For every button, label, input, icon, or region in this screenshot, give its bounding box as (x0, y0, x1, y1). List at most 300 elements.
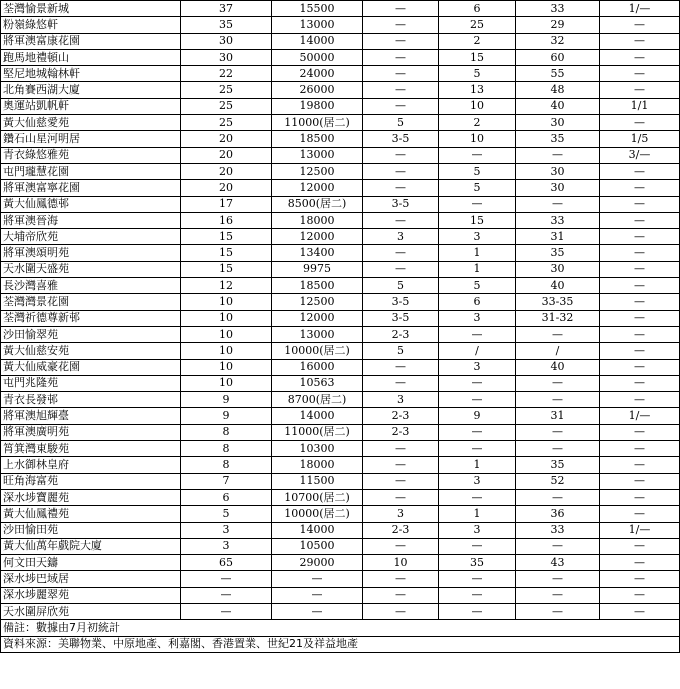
estate-name-cell: 將軍澳旭輝臺 (1, 408, 181, 424)
col-5-cell: 3 (439, 310, 516, 326)
col-7-cell: — (600, 212, 680, 228)
table-row (1, 408, 680, 424)
col-6-cell: 33 (516, 522, 600, 538)
col-6-cell: — (516, 196, 600, 212)
rent-cell: 13000 (272, 17, 363, 33)
col-2-cell: 37 (181, 1, 272, 17)
col-5-cell: 5 (439, 163, 516, 179)
rent-cell: 14000 (272, 522, 363, 538)
estate-name-cell: 堅尼地城翰林軒 (1, 66, 181, 82)
estate-name-cell: 黃大仙威豪花園 (1, 359, 181, 375)
col-5-cell: — (439, 603, 516, 619)
rent-cell: 11000(居二) (272, 115, 363, 131)
col-5-cell: / (439, 343, 516, 359)
table-row (1, 375, 680, 391)
estate-name-cell: 黃大仙慈安苑 (1, 343, 181, 359)
table-row (1, 66, 680, 82)
estate-name-cell: 黃大仙鳳禮苑 (1, 506, 181, 522)
col-5-cell: — (439, 538, 516, 554)
col-4-cell: 2-3 (363, 408, 439, 424)
col-7-cell: 1/1 (600, 98, 680, 114)
col-2-cell: 30 (181, 33, 272, 49)
estate-name-cell: 將軍澳頌明苑 (1, 245, 181, 261)
col-2-cell: 65 (181, 555, 272, 571)
estate-name-cell: 將軍澳廣明苑 (1, 424, 181, 440)
estate-name-cell: 北角賽西湖大廈 (1, 82, 181, 98)
col-4-cell: — (363, 147, 439, 163)
table-row (1, 571, 680, 587)
col-7-cell: — (600, 603, 680, 619)
col-5-cell: — (439, 424, 516, 440)
col-2-cell: 3 (181, 538, 272, 554)
col-7-cell: — (600, 261, 680, 277)
col-2-cell: 15 (181, 229, 272, 245)
rent-cell: 9975 (272, 261, 363, 277)
col-4-cell: 10 (363, 555, 439, 571)
col-6-cell: 30 (516, 180, 600, 196)
col-7-cell: — (600, 392, 680, 408)
estate-name-cell: 粉嶺綠悠軒 (1, 17, 181, 33)
col-6-cell: 40 (516, 98, 600, 114)
col-5-cell: — (439, 326, 516, 342)
col-5-cell: — (439, 441, 516, 457)
table-row (1, 163, 680, 179)
col-6-cell: — (516, 587, 600, 603)
rent-cell: 8500(居二) (272, 196, 363, 212)
col-4-cell: 3-5 (363, 310, 439, 326)
col-5-cell: — (439, 587, 516, 603)
estate-name-cell: 跑馬地禮頓山 (1, 49, 181, 65)
table-row (1, 131, 680, 147)
note-text: 備註：數據由7月初統計 (1, 620, 680, 636)
table-row (1, 392, 680, 408)
estate-name-cell: 深水埗寶麗苑 (1, 489, 181, 505)
col-6-cell: 30 (516, 115, 600, 131)
rent-cell: 24000 (272, 66, 363, 82)
estate-name-cell: 大埔帝欣苑 (1, 229, 181, 245)
col-7-cell: — (600, 506, 680, 522)
estate-name-cell: 鑽石山星河明居 (1, 131, 181, 147)
col-4-cell: — (363, 245, 439, 261)
col-5-cell: 15 (439, 49, 516, 65)
estate-name-cell: 天水圍天盛苑 (1, 261, 181, 277)
col-2-cell: 10 (181, 375, 272, 391)
col-6-cell: 31 (516, 229, 600, 245)
col-6-cell: 48 (516, 82, 600, 98)
estate-name-cell: 沙田愉田苑 (1, 522, 181, 538)
table-row (1, 587, 680, 603)
rent-cell: 19800 (272, 98, 363, 114)
rent-cell: 16000 (272, 359, 363, 375)
col-4-cell: — (363, 49, 439, 65)
col-7-cell: — (600, 196, 680, 212)
rent-cell: 14000 (272, 33, 363, 49)
table-row (1, 424, 680, 440)
rent-cell: 8700(居二) (272, 392, 363, 408)
table-row (1, 538, 680, 554)
rent-cell: 10000(居二) (272, 506, 363, 522)
estate-name-cell: 沙田愉翠苑 (1, 326, 181, 342)
col-6-cell: 55 (516, 66, 600, 82)
col-5-cell: — (439, 489, 516, 505)
col-4-cell: — (363, 603, 439, 619)
rent-cell: 50000 (272, 49, 363, 65)
estate-name-cell: 將軍澳富寧花園 (1, 180, 181, 196)
rent-cell: 10000(居二) (272, 343, 363, 359)
table-row (1, 343, 680, 359)
col-2-cell: — (181, 587, 272, 603)
col-2-cell: — (181, 603, 272, 619)
col-6-cell: — (516, 326, 600, 342)
rent-cell: 13400 (272, 245, 363, 261)
col-4-cell: 3 (363, 229, 439, 245)
col-4-cell: — (363, 489, 439, 505)
col-4-cell: 2-3 (363, 522, 439, 538)
col-4-cell: — (363, 457, 439, 473)
col-6-cell: 33-35 (516, 294, 600, 310)
table-row (1, 261, 680, 277)
rent-cell: 18500 (272, 278, 363, 294)
col-6-cell: 31 (516, 408, 600, 424)
estate-name-cell: 青衣長發邨 (1, 392, 181, 408)
table-row (1, 115, 680, 131)
rent-cell: 13000 (272, 147, 363, 163)
col-4-cell: 5 (363, 343, 439, 359)
col-5-cell: 1 (439, 506, 516, 522)
col-6-cell: — (516, 392, 600, 408)
estate-name-cell: 長沙灣喜雅 (1, 278, 181, 294)
col-6-cell: 60 (516, 49, 600, 65)
col-6-cell: — (516, 375, 600, 391)
col-2-cell: 10 (181, 343, 272, 359)
col-5-cell: 9 (439, 408, 516, 424)
table-row (1, 294, 680, 310)
col-5-cell: 6 (439, 1, 516, 17)
rent-cell: 18000 (272, 212, 363, 228)
estate-name-cell: 奧運站凱帆軒 (1, 98, 181, 114)
table-row (1, 326, 680, 342)
col-5-cell: 5 (439, 278, 516, 294)
col-4-cell: — (363, 163, 439, 179)
col-2-cell: 9 (181, 392, 272, 408)
col-6-cell: — (516, 441, 600, 457)
col-7-cell: — (600, 359, 680, 375)
table-row (1, 359, 680, 375)
rent-cell: — (272, 603, 363, 619)
rent-cell: 11000(居二) (272, 424, 363, 440)
table-row (1, 506, 680, 522)
col-4-cell: — (363, 261, 439, 277)
col-4-cell: — (363, 1, 439, 17)
col-7-cell: 1/— (600, 408, 680, 424)
col-4-cell: — (363, 66, 439, 82)
table-row (1, 229, 680, 245)
col-7-cell: — (600, 571, 680, 587)
col-4-cell: 3-5 (363, 131, 439, 147)
table-row (1, 33, 680, 49)
rent-cell: 13000 (272, 326, 363, 342)
col-6-cell: 30 (516, 261, 600, 277)
table-row (1, 278, 680, 294)
table-row (1, 98, 680, 114)
col-2-cell: 25 (181, 115, 272, 131)
col-4-cell: 3-5 (363, 196, 439, 212)
col-5-cell: 35 (439, 555, 516, 571)
rent-cell: 10700(居二) (272, 489, 363, 505)
col-4-cell: 3 (363, 506, 439, 522)
col-2-cell: 15 (181, 245, 272, 261)
col-7-cell: 1/5 (600, 131, 680, 147)
rent-cell: 12000 (272, 180, 363, 196)
col-4-cell: — (363, 441, 439, 457)
col-7-cell: — (600, 424, 680, 440)
estate-name-cell: 上水御林皇府 (1, 457, 181, 473)
rent-cell: 10563 (272, 375, 363, 391)
col-7-cell: — (600, 326, 680, 342)
col-2-cell: 25 (181, 98, 272, 114)
col-5-cell: — (439, 196, 516, 212)
estate-name-cell: 筲箕灣東駿苑 (1, 441, 181, 457)
table-row (1, 457, 680, 473)
table-row (1, 603, 680, 619)
col-6-cell: — (516, 538, 600, 554)
col-6-cell: 35 (516, 245, 600, 261)
estate-name-cell: 黃大仙萬年戲院大廈 (1, 538, 181, 554)
col-5-cell: 13 (439, 82, 516, 98)
col-7-cell: — (600, 489, 680, 505)
col-5-cell: — (439, 147, 516, 163)
col-7-cell: — (600, 294, 680, 310)
rent-cell: 18500 (272, 131, 363, 147)
col-2-cell: 10 (181, 326, 272, 342)
col-5-cell: 1 (439, 261, 516, 277)
col-2-cell: 7 (181, 473, 272, 489)
table-row (1, 1, 680, 17)
table-row (1, 473, 680, 489)
table-row (1, 245, 680, 261)
col-2-cell: 9 (181, 408, 272, 424)
col-2-cell: 20 (181, 131, 272, 147)
estate-name-cell: 深水埗巴域居 (1, 571, 181, 587)
rent-cell: 29000 (272, 555, 363, 571)
col-4-cell: — (363, 82, 439, 98)
col-4-cell: 3-5 (363, 294, 439, 310)
col-7-cell: — (600, 229, 680, 245)
col-4-cell: — (363, 359, 439, 375)
col-7-cell: — (600, 82, 680, 98)
col-6-cell: 29 (516, 17, 600, 33)
col-7-cell: — (600, 473, 680, 489)
rent-cell: 12000 (272, 229, 363, 245)
col-4-cell: 3 (363, 392, 439, 408)
col-6-cell: — (516, 147, 600, 163)
col-5-cell: — (439, 392, 516, 408)
estate-name-cell: 將軍澳富康花園 (1, 33, 181, 49)
table-row (1, 196, 680, 212)
estate-name-cell: 何文田天鑄 (1, 555, 181, 571)
estate-name-cell: 荃灣祈德尊新邨 (1, 310, 181, 326)
col-5-cell: 2 (439, 115, 516, 131)
col-2-cell: 5 (181, 506, 272, 522)
col-4-cell: 5 (363, 115, 439, 131)
table-row (1, 212, 680, 228)
col-7-cell: — (600, 245, 680, 261)
col-2-cell: 8 (181, 441, 272, 457)
table-row (1, 49, 680, 65)
col-6-cell: 43 (516, 555, 600, 571)
col-2-cell: 30 (181, 49, 272, 65)
col-6-cell: — (516, 489, 600, 505)
col-7-cell: 1/— (600, 522, 680, 538)
col-6-cell: 40 (516, 359, 600, 375)
col-6-cell: 52 (516, 473, 600, 489)
col-2-cell: 10 (181, 294, 272, 310)
col-6-cell: 33 (516, 212, 600, 228)
col-5-cell: — (439, 571, 516, 587)
col-4-cell: — (363, 473, 439, 489)
col-6-cell: 40 (516, 278, 600, 294)
table-row (1, 17, 680, 33)
col-2-cell: 20 (181, 163, 272, 179)
estate-name-cell: 旺角海富苑 (1, 473, 181, 489)
col-2-cell: 6 (181, 489, 272, 505)
col-5-cell: 25 (439, 17, 516, 33)
table-row (1, 147, 680, 163)
col-5-cell: 3 (439, 473, 516, 489)
estate-name-cell: 天水圍屏欣苑 (1, 603, 181, 619)
col-2-cell: 8 (181, 457, 272, 473)
col-2-cell: 10 (181, 310, 272, 326)
col-4-cell: — (363, 538, 439, 554)
rent-cell: 18000 (272, 457, 363, 473)
col-5-cell: 15 (439, 212, 516, 228)
col-5-cell: 3 (439, 229, 516, 245)
table-body (1, 1, 680, 620)
col-2-cell: 15 (181, 261, 272, 277)
rent-cell: 14000 (272, 408, 363, 424)
estate-name-cell: 將軍澳晉海 (1, 212, 181, 228)
rent-cell: 12500 (272, 294, 363, 310)
col-4-cell: — (363, 587, 439, 603)
col-4-cell: 5 (363, 278, 439, 294)
col-2-cell: 3 (181, 522, 272, 538)
col-4-cell: 2-3 (363, 326, 439, 342)
col-5-cell: 3 (439, 522, 516, 538)
col-2-cell: 25 (181, 82, 272, 98)
rent-cell: 15500 (272, 1, 363, 17)
estate-name-cell: 屯門瓏慧花園 (1, 163, 181, 179)
col-7-cell: — (600, 343, 680, 359)
col-7-cell: — (600, 310, 680, 326)
col-2-cell: 17 (181, 196, 272, 212)
col-6-cell: 35 (516, 457, 600, 473)
col-2-cell: 20 (181, 147, 272, 163)
col-6-cell: 35 (516, 131, 600, 147)
col-7-cell: — (600, 457, 680, 473)
col-5-cell: 3 (439, 359, 516, 375)
table-row (1, 310, 680, 326)
col-6-cell: — (516, 571, 600, 587)
col-4-cell: 2-3 (363, 424, 439, 440)
rent-cell: 10300 (272, 441, 363, 457)
table-row (1, 522, 680, 538)
col-6-cell: 31-32 (516, 310, 600, 326)
col-4-cell: — (363, 180, 439, 196)
table-row (1, 555, 680, 571)
col-7-cell: — (600, 587, 680, 603)
col-4-cell: — (363, 375, 439, 391)
col-6-cell: — (516, 424, 600, 440)
col-7-cell: — (600, 49, 680, 65)
col-2-cell: 8 (181, 424, 272, 440)
col-6-cell: 32 (516, 33, 600, 49)
estate-name-cell: 黃大仙慈愛苑 (1, 115, 181, 131)
table-row (1, 441, 680, 457)
col-5-cell: — (439, 375, 516, 391)
rent-cell: 12500 (272, 163, 363, 179)
col-6-cell: 33 (516, 1, 600, 17)
col-4-cell: — (363, 571, 439, 587)
col-6-cell: 36 (516, 506, 600, 522)
estate-name-cell: 荃灣灣景花園 (1, 294, 181, 310)
source-row (1, 636, 680, 652)
estate-name-cell: 屯門兆隆苑 (1, 375, 181, 391)
col-7-cell: 1/— (600, 1, 680, 17)
col-5-cell: 1 (439, 245, 516, 261)
col-5-cell: 5 (439, 66, 516, 82)
rent-cell: 10500 (272, 538, 363, 554)
col-7-cell: — (600, 441, 680, 457)
col-5-cell: 10 (439, 131, 516, 147)
col-2-cell: 35 (181, 17, 272, 33)
col-5-cell: 1 (439, 457, 516, 473)
source-text: 資料來源：美聯物業、中原地產、利嘉閣、香港置業、世紀21及祥益地產 (1, 636, 680, 652)
col-7-cell: — (600, 66, 680, 82)
col-4-cell: — (363, 17, 439, 33)
col-7-cell: — (600, 17, 680, 33)
col-6-cell: — (516, 603, 600, 619)
col-4-cell: — (363, 98, 439, 114)
estate-name-cell: 青衣綠悠雅苑 (1, 147, 181, 163)
col-2-cell: 20 (181, 180, 272, 196)
rent-cell: 12000 (272, 310, 363, 326)
col-5-cell: 6 (439, 294, 516, 310)
col-5-cell: 2 (439, 33, 516, 49)
col-4-cell: — (363, 212, 439, 228)
table-row (1, 82, 680, 98)
col-6-cell: / (516, 343, 600, 359)
col-7-cell: — (600, 115, 680, 131)
rent-cell: — (272, 571, 363, 587)
estate-name-cell: 荃灣愉景新城 (1, 1, 181, 17)
col-7-cell: — (600, 278, 680, 294)
col-2-cell: — (181, 571, 272, 587)
col-7-cell: — (600, 375, 680, 391)
table-row (1, 489, 680, 505)
col-2-cell: 16 (181, 212, 272, 228)
rent-cell: 11500 (272, 473, 363, 489)
col-2-cell: 10 (181, 359, 272, 375)
col-7-cell: — (600, 180, 680, 196)
col-7-cell: — (600, 555, 680, 571)
col-5-cell: 5 (439, 180, 516, 196)
col-7-cell: — (600, 163, 680, 179)
col-4-cell: — (363, 33, 439, 49)
col-2-cell: 22 (181, 66, 272, 82)
col-2-cell: 12 (181, 278, 272, 294)
col-7-cell: — (600, 538, 680, 554)
table-row (1, 180, 680, 196)
